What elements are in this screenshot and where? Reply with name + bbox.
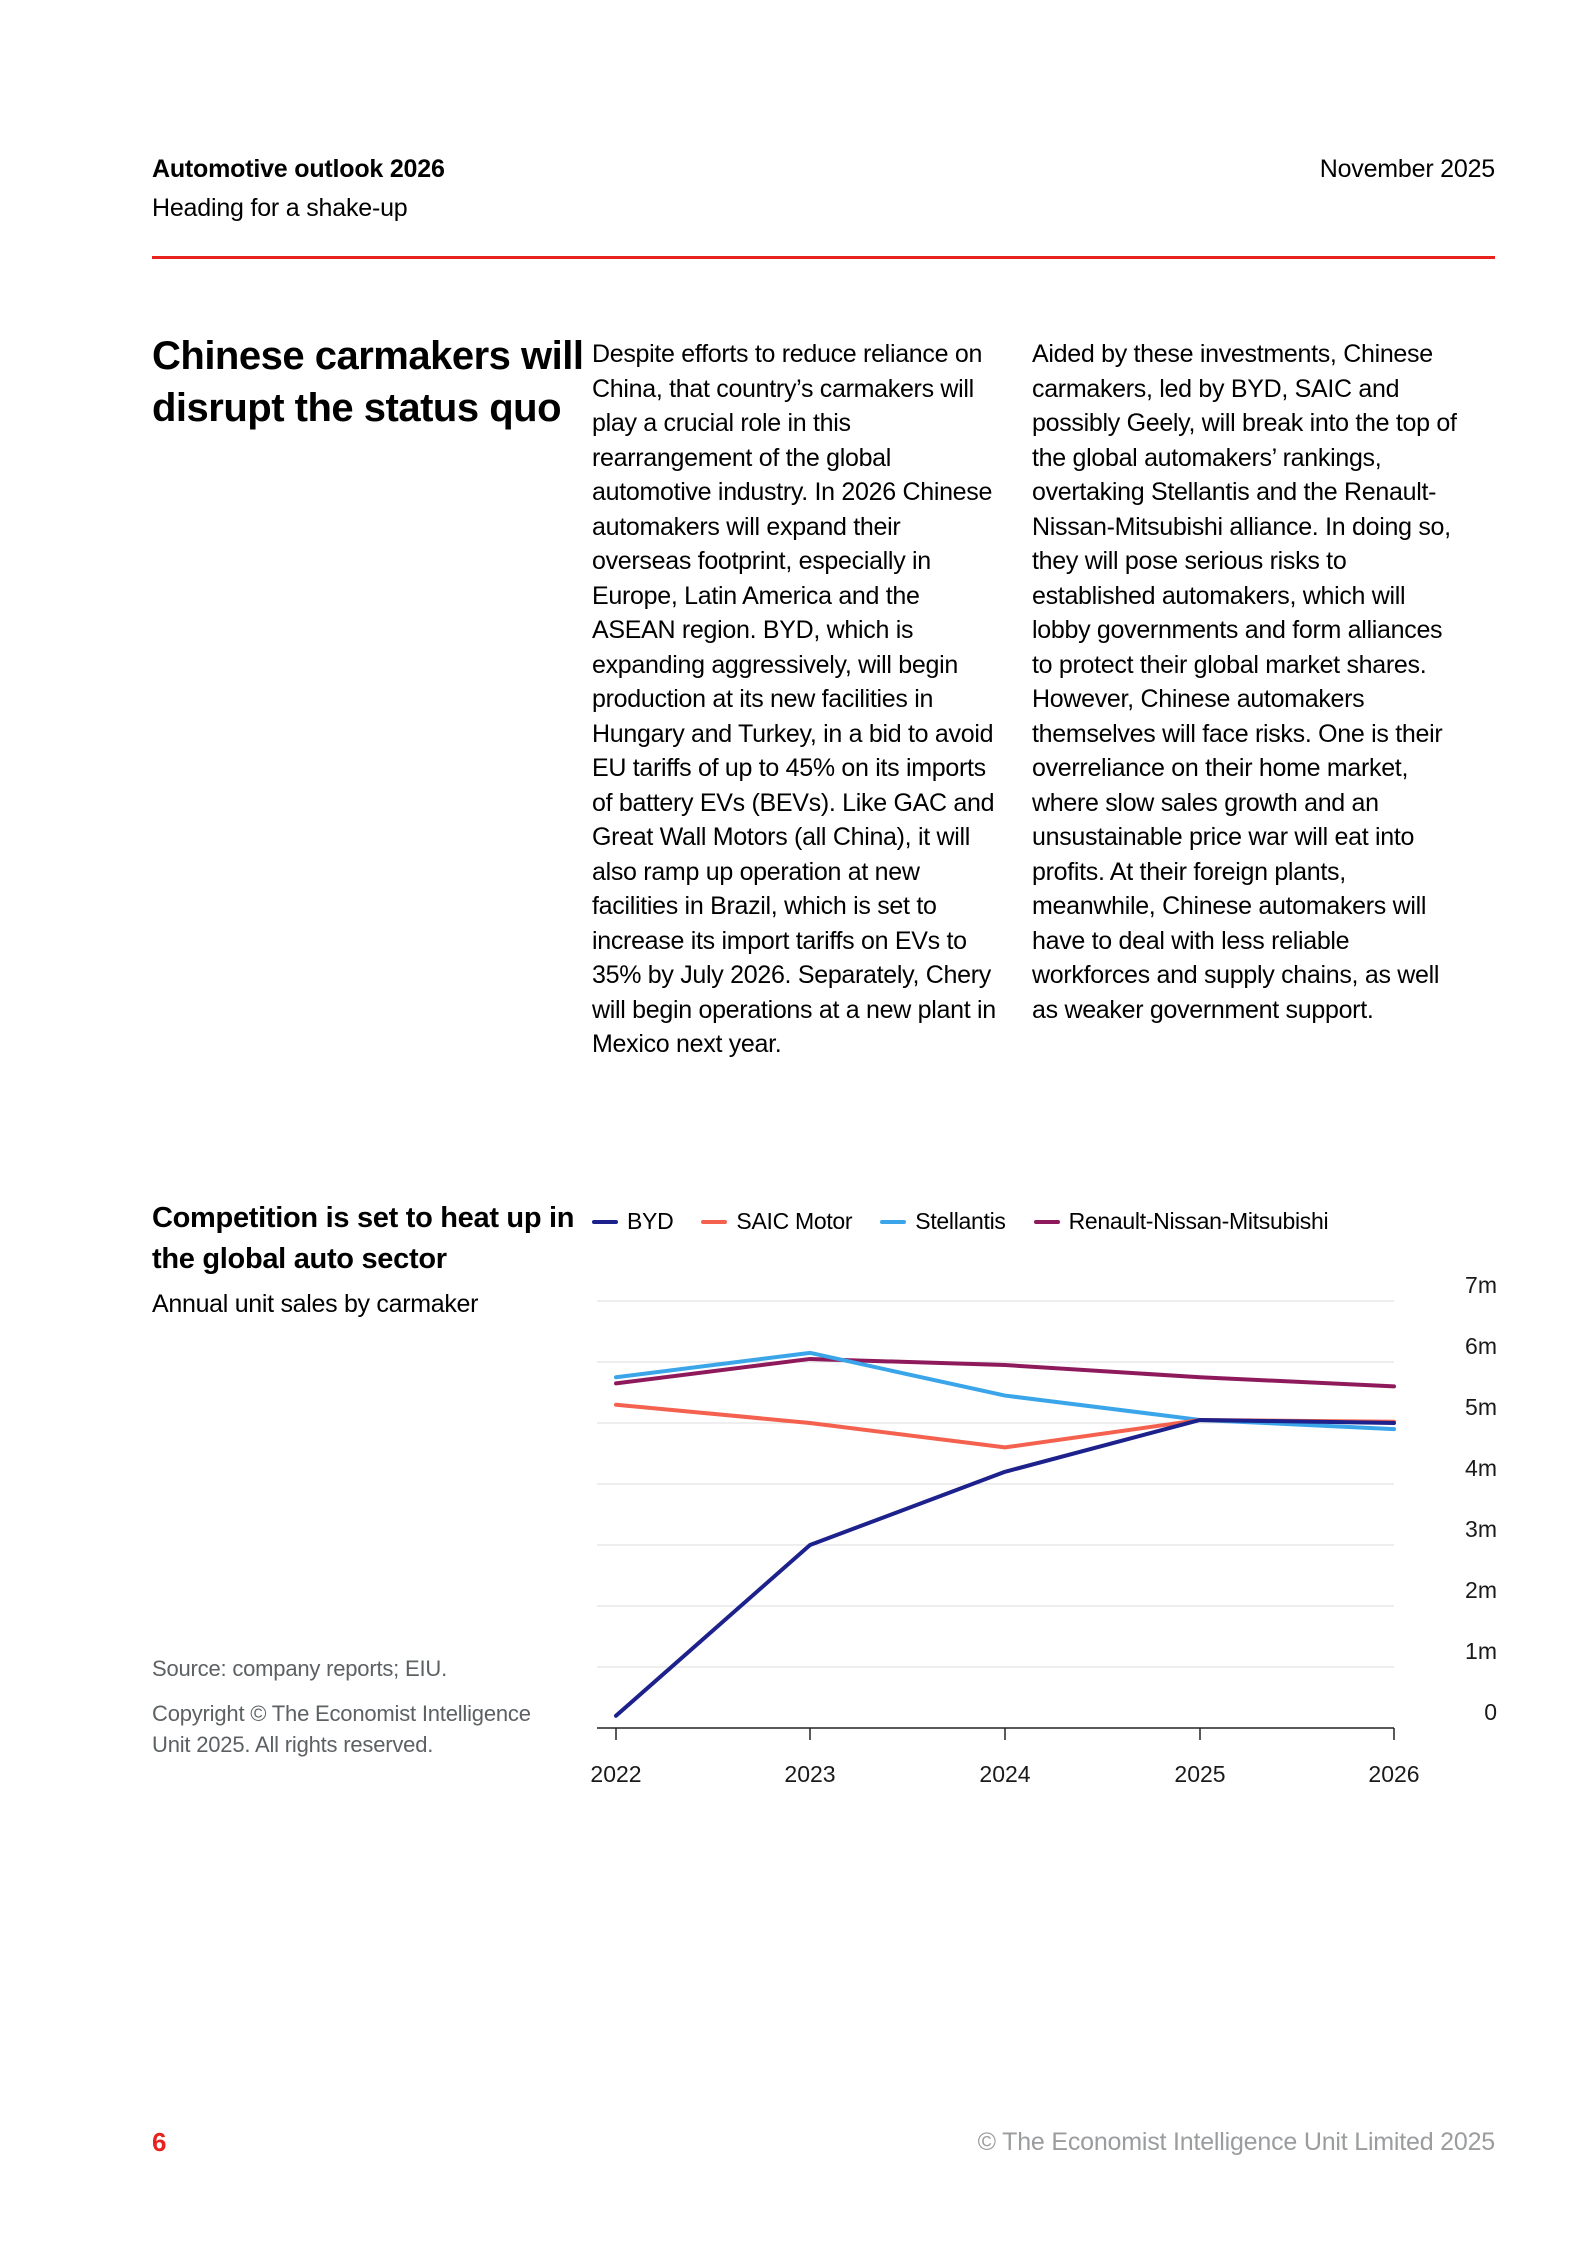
legend-label: Stellantis xyxy=(915,1208,1006,1234)
y-axis-tick-label: 3m xyxy=(1465,1516,1497,1542)
body-column-2: Aided by these investments, Chinese carmakers, led by BYD, SAIC and possibly Geely, will break into the top of the global automakers’ rankings, overtaking Stellantis and the Renault-Nissan-Mitsubishi alliance. In doing so, they will pose serious risks to established automakers, which will lobby governments and form alliances to protect their global market shares. However, Chinese automakers themselves will face risks. One is their overreliance on their home market, where slow sales growth and an unsustainable price war will eat into profits. At their foreign plants, meanwhile, Chinese automakers will have to deal with less reliable workforces and supply chains, as well as weaker government support. xyxy=(1032,340,1457,1024)
x-axis-tick-label: 2025 xyxy=(1174,1761,1226,1787)
y-axis-tick-label: 4m xyxy=(1465,1455,1497,1481)
y-axis-tick-label: 1m xyxy=(1465,1638,1497,1664)
legend-label: BYD xyxy=(627,1208,674,1234)
y-axis-tick-label: 5m xyxy=(1465,1394,1497,1420)
header-rule xyxy=(152,256,1495,259)
legend-label: SAIC Motor xyxy=(736,1208,853,1234)
legend-swatch-icon xyxy=(592,1220,618,1224)
x-axis-tick-label: 2024 xyxy=(979,1761,1031,1787)
chart-title: Competition is set to heat up in the global auto sector xyxy=(152,1202,575,1275)
report-date: November 2025 xyxy=(1319,155,1495,183)
series-line-byd xyxy=(616,1420,1394,1716)
report-subtitle: Heading for a shake-up xyxy=(152,194,408,222)
legend-item xyxy=(1034,1208,1329,1235)
report-title: Automotive outlook 2026 xyxy=(152,155,445,183)
section-heading: Chinese carmakers will disrupt the status quo xyxy=(152,334,584,430)
chart-copyright: Copyright © The Economist Intelligence Unit 2025. All rights reserved. xyxy=(152,1701,531,1757)
footer-copyright: © The Economist Intelligence Unit Limited 2025 xyxy=(977,2128,1495,2156)
legend-swatch-icon xyxy=(701,1220,727,1224)
y-axis-tick-label: 6m xyxy=(1465,1333,1497,1359)
legend-swatch-icon xyxy=(1034,1220,1060,1224)
chart-source: Source: company reports; EIU. xyxy=(152,1656,447,1681)
x-axis-tick-label: 2022 xyxy=(590,1761,642,1787)
y-axis-tick-label: 2m xyxy=(1465,1577,1497,1603)
y-axis-tick-label: 0 xyxy=(1484,1699,1497,1725)
legend-swatch-icon xyxy=(880,1220,906,1224)
x-axis-tick-label: 2023 xyxy=(784,1761,836,1787)
series-line-saic-motor xyxy=(616,1405,1394,1448)
legend-item xyxy=(701,1208,852,1235)
legend-item xyxy=(880,1208,1005,1235)
legend-label: Renault-Nissan-Mitsubishi xyxy=(1068,1208,1329,1234)
x-axis-tick-label: 2026 xyxy=(1368,1761,1420,1787)
y-axis-tick-label: 7m xyxy=(1465,1272,1497,1298)
page-number: 6 xyxy=(152,2127,167,2157)
chart-legend xyxy=(592,1208,1328,1235)
chart-subtitle: Annual unit sales by carmaker xyxy=(152,1290,479,1318)
body-column-1: Despite efforts to reduce reliance on China, that country’s carmakers will play a crucial role in this rearrangement of the global automotive industry. In 2026 Chinese automakers will expand their overseas footprint, especially in Europe, Latin America and the ASEAN region. BYD, which is expanding aggressively, will begin production at its new facilities in Hungary and Turkey, in a bid to avoid EU tariffs of up to 45% on its imports of battery EVs (BEVs). Like GAC and Great Wall Motors (all China), it will also ramp up operation at new facilities in Brazil, which is set to increase its import tariffs on EVs to 35% by July 2026. Separately, Chery will begin operations at a new plant in Mexico next year. xyxy=(592,340,996,1058)
legend-item xyxy=(592,1208,673,1235)
sales-chart xyxy=(590,1270,1505,1795)
